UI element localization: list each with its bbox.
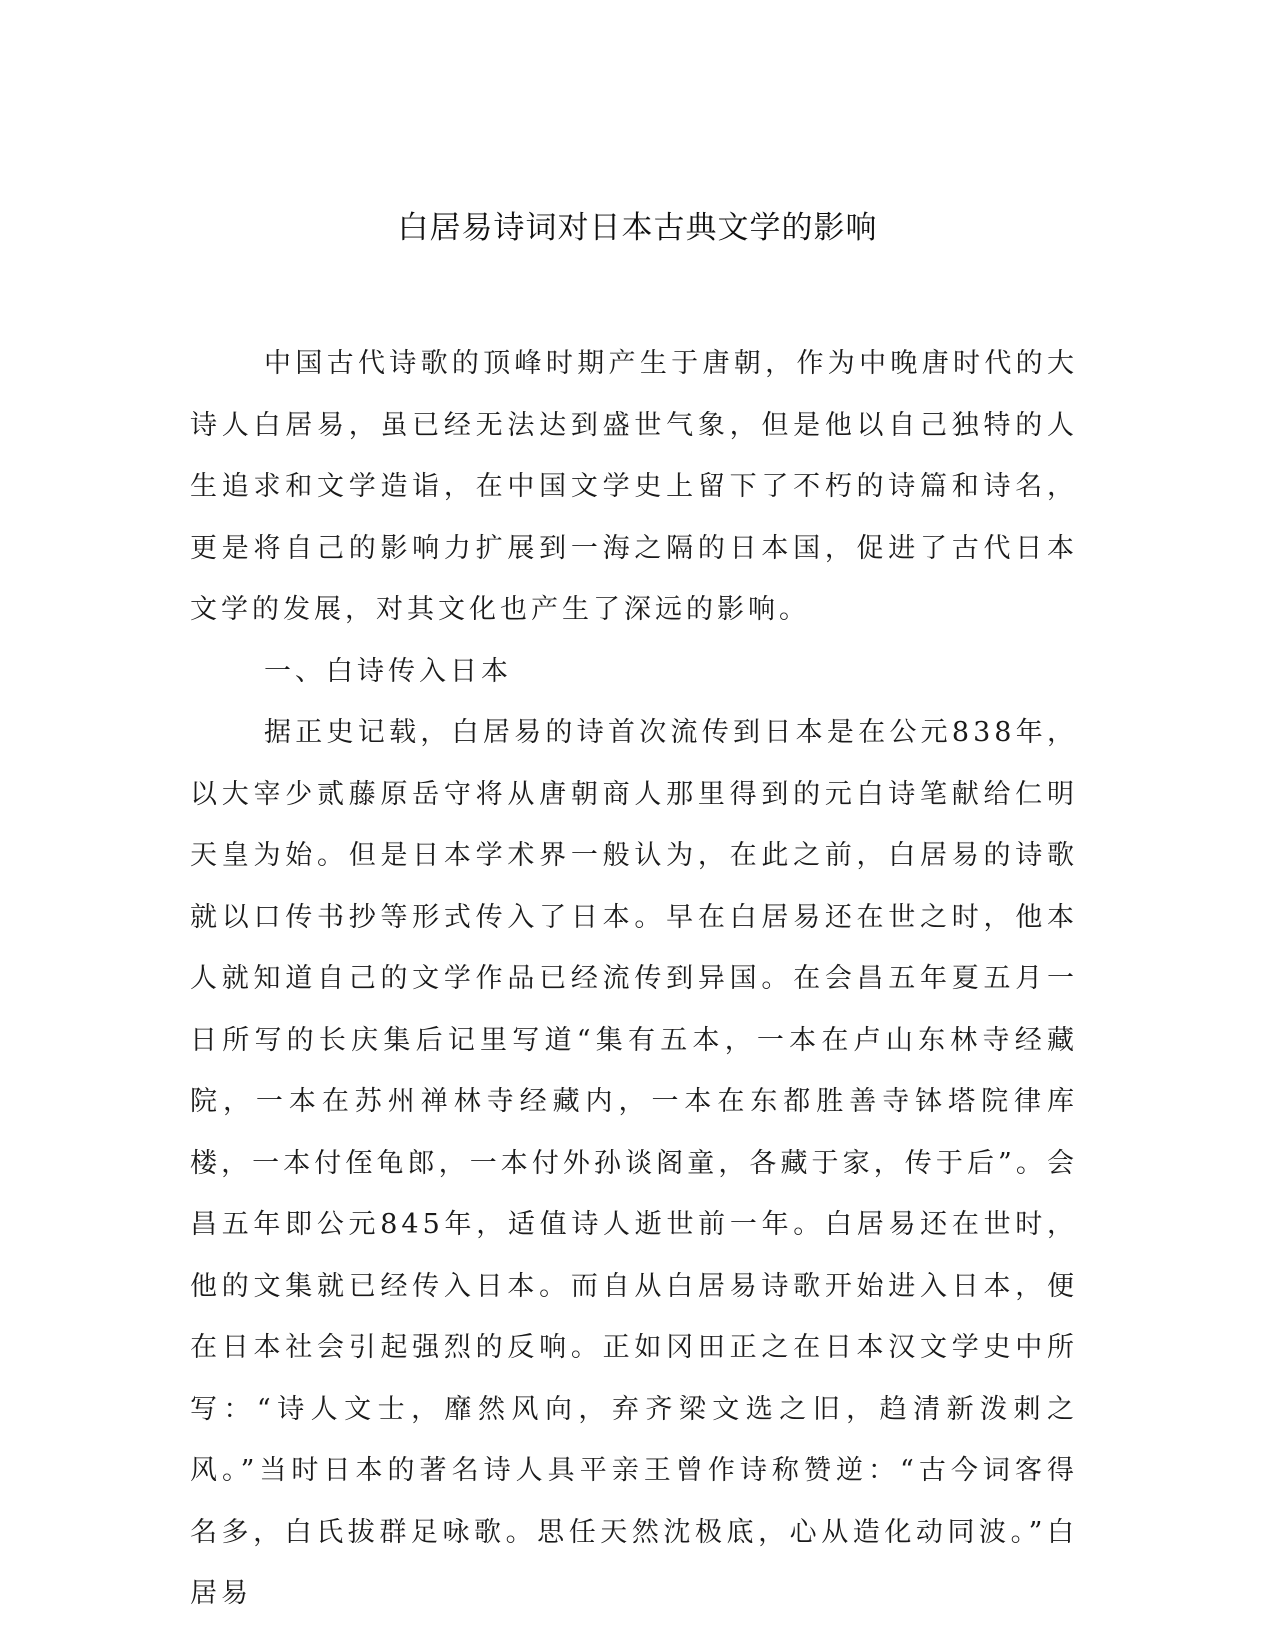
section-heading: 一、白诗传入日本: [264, 655, 512, 687]
body-paragraph: 据正史记载，白居易的诗首次流传到日本是在公元838年，以大宰少贰藤原岳守将从唐朝商人那里得到的元白诗笔献给仁明天皇为始。但是日本学术界一般认为，在此之前，白居易的诗歌就以口传书抄等形式传入了日本。早在白居易还在世之时，他本人就知道自己的文学作品已经流传到异国。在会昌五年夏五月一日所写的长庆集后记里写道“集有五本，一本在卢山东林寺经藏院，一本在苏州禅林寺经藏内，一本在东都胜善寺钵塔院律库楼，一本付侄龟郎，一本付外孙谈阁童，各藏于家，传于后”。会昌五年即公元845年，适值诗人逝世前一年。白居易还在世时，他的文集就已经传入日本。而自从白居易诗歌开始进入日本，便在日本社会引起强烈的反响。正如冈田正之在日本汉文学史中所写：“诗人文士，靡然风向，弃齐梁文选之旧，趋清新泼刺之风。”当时日本的著名诗人具平亲王曾作诗称赞逆：“古今词客得名多，白氏拔群足咏歌。思任天然沈极底，心从造化动同波。”白居易: [190, 717, 1078, 1609]
document-body: [190, 333, 1078, 1625]
document-title: 白居易诗词对日本古典文学的影响: [397, 210, 878, 246]
intro-paragraph: 中国古代诗歌的顶峰时期产生于唐朝，作为中晚唐时代的大诗人白居易，虽已经无法达到盛世气象，但是他以自己独特的人生追求和文学造诣，在中国文学史上留下了不朽的诗篇和诗名，更是将自己的影响力扩展到一海之隔的日本国，促进了古代日本文学的发展，对其文化也产生了深远的影响。: [190, 348, 1078, 625]
